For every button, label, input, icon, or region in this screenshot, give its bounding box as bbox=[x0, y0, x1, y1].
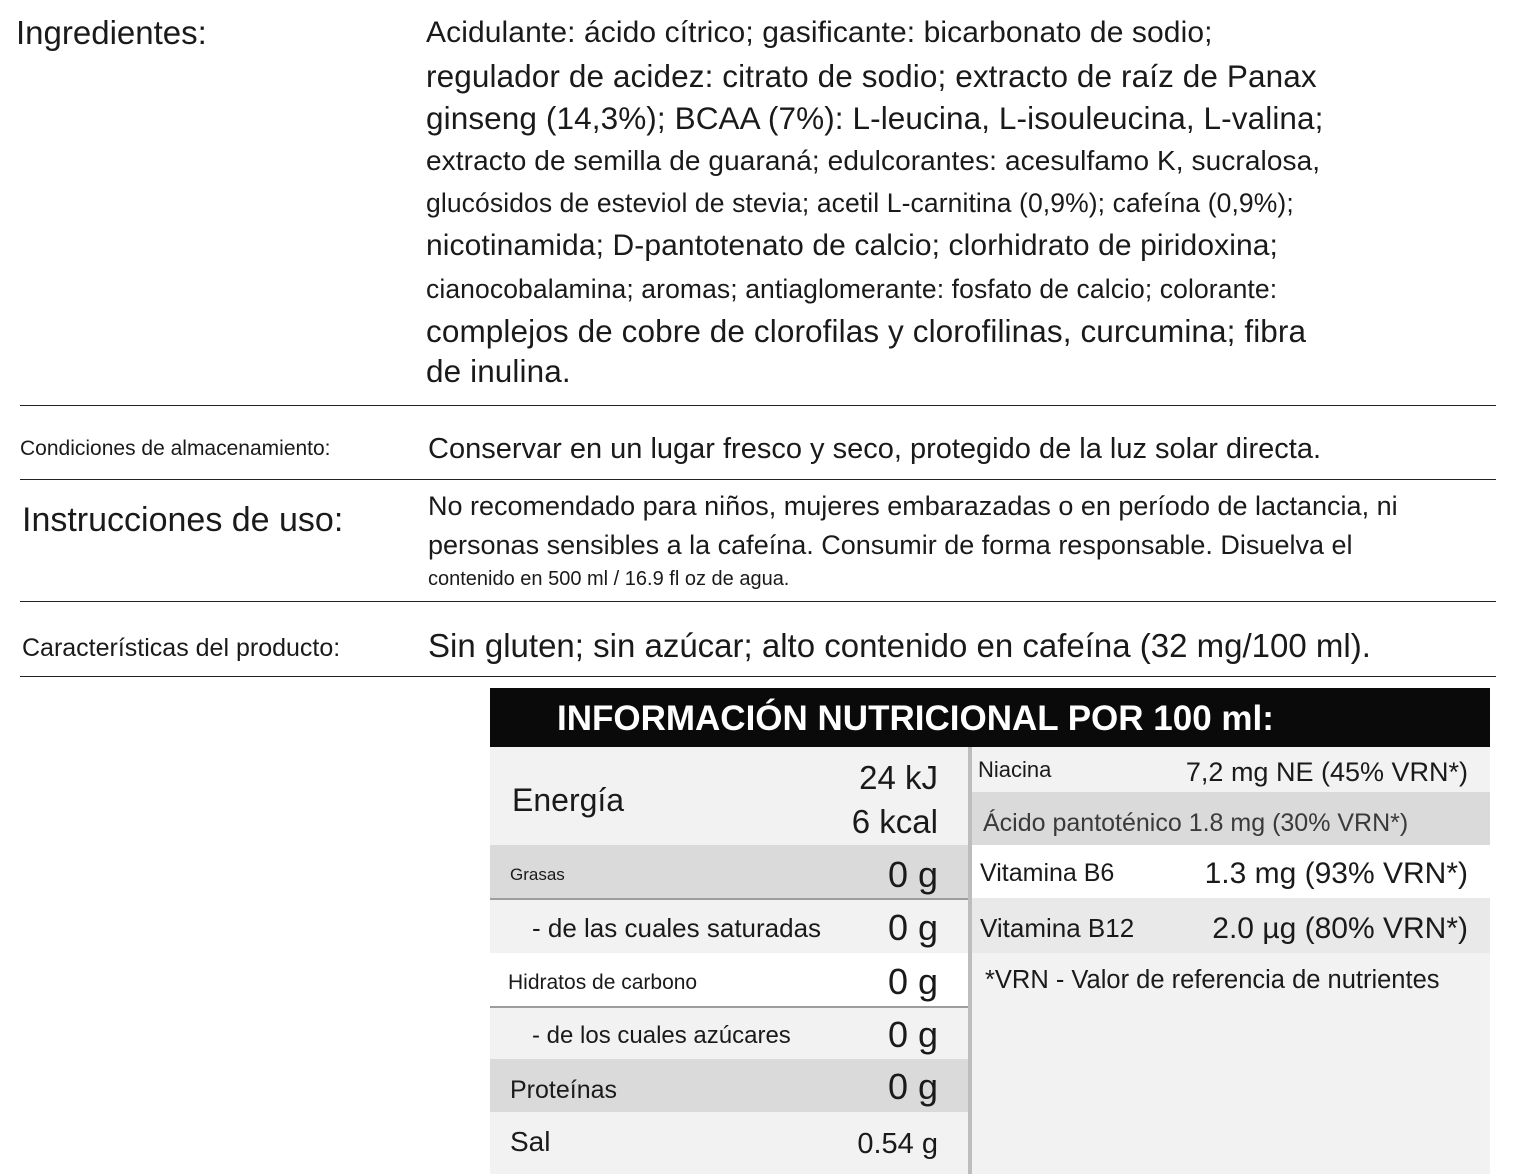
ingredients-line: ginseng (14,3%); BCAA (7%): L-leucina, L-isouleucina, L-valina; bbox=[426, 100, 1324, 137]
nutrient-name: Grasas bbox=[510, 865, 565, 884]
vitamin-name: Niacina bbox=[978, 757, 1052, 782]
vitamin-value: 7,2 mg NE (45% VRN*) bbox=[1185, 757, 1468, 787]
ingredients-line: cianocobalamina; aromas; antiaglomerante: fosfato de calcio; colorante: bbox=[426, 273, 1278, 304]
section-divider bbox=[20, 405, 1496, 406]
nutrient-value: 0 g bbox=[887, 907, 938, 948]
vitamin-name: Vitamina B12 bbox=[980, 913, 1135, 943]
nutrition-header bbox=[490, 688, 1490, 747]
nutrient-row bbox=[490, 900, 968, 953]
instructions-line: No recomendado para niños, mujeres embarazadas o en período de lactancia, ni bbox=[428, 491, 1398, 521]
ingredients-text bbox=[426, 12, 1501, 389]
ingredients-line: regulador de acidez: citrato de sodio; extracto de raíz de Panax bbox=[426, 57, 1317, 94]
vitamin-row bbox=[972, 792, 1490, 845]
ingredients-line: complejos de cobre de clorofilas y clorofilinas, curcumina; fibra bbox=[426, 313, 1307, 350]
nutrient-value: 0.54 g bbox=[857, 1128, 938, 1160]
instructions-line: contenido en 500 ml / 16.9 fl oz de agua. bbox=[428, 568, 790, 590]
characteristics-label: Características del producto: bbox=[22, 634, 341, 662]
nutrient-row bbox=[490, 953, 968, 1006]
nutrient-name: - de las cuales saturadas bbox=[532, 913, 822, 943]
ingredients-line: Acidulante: ácido cítrico; gasificante: bicarbonato de sodio; bbox=[426, 16, 1213, 49]
nutrient-row bbox=[490, 1112, 968, 1174]
energy-kcal: 6 kcal bbox=[851, 803, 938, 840]
vitamin-row bbox=[972, 898, 1490, 953]
ingredients-label: Ingredientes: bbox=[16, 14, 207, 51]
vrn-footnote: *VRN - Valor de referencia de nutrientes bbox=[985, 966, 1440, 994]
ingredients-line: glucósidos de esteviol de stevia; acetil L-carnitina (0,9%); cafeína (0,9%); bbox=[426, 188, 1294, 219]
storage-text: Conservar en un lugar fresco y seco, protegido de la luz solar directa. bbox=[428, 433, 1322, 465]
vitamin-row bbox=[972, 747, 1490, 792]
storage-label: Condiciones de almacenamiento: bbox=[20, 437, 331, 460]
nutrient-name: Sal bbox=[510, 1126, 551, 1157]
nutrient-value: 0 g bbox=[887, 1066, 938, 1107]
nutrition-panel bbox=[490, 688, 1490, 1174]
instructions-text bbox=[428, 487, 1503, 593]
energy-row bbox=[490, 747, 968, 845]
ingredients-line: extracto de semilla de guaraná; edulcorantes: acesulfamo K, sucralosa, bbox=[426, 144, 1321, 176]
vitamin-row bbox=[972, 845, 1490, 898]
vitamin-name: Ácido pantoténico 1.8 mg (30% VRN*) bbox=[983, 809, 1409, 837]
instructions-line: personas sensibles a la cafeína. Consumir de forma responsable. Disuelva el bbox=[428, 530, 1353, 560]
nutrient-name: Hidratos de carbono bbox=[508, 971, 698, 994]
ingredients-line: nicotinamida; D-pantotenato de calcio; clorhidrato de piridoxina; bbox=[426, 228, 1278, 262]
vitamin-name: Vitamina B6 bbox=[980, 859, 1115, 887]
nutrient-name: Proteínas bbox=[510, 1076, 618, 1104]
nutrient-value: 0 g bbox=[887, 1014, 938, 1055]
characteristics-text: Sin gluten; sin azúcar; alto contenido en cafeína (32 mg/100 ml). bbox=[428, 627, 1371, 664]
nutrient-row bbox=[490, 1059, 968, 1112]
nutrition-title: INFORMACIÓN NUTRICIONAL POR 100 ml: bbox=[557, 699, 1274, 738]
section-divider bbox=[20, 601, 1496, 602]
section-divider bbox=[20, 676, 1496, 677]
vitamin-value: 2.0 µg (80% VRN*) bbox=[1212, 912, 1468, 945]
energy-kj: 24 kJ bbox=[859, 759, 938, 796]
nutrient-row bbox=[490, 1008, 968, 1059]
vitamin-value: 1.3 mg (93% VRN*) bbox=[1204, 857, 1468, 890]
ingredients-line: de inulina. bbox=[426, 352, 571, 389]
footnote-area bbox=[972, 953, 1490, 1174]
nutrient-value: 0 g bbox=[887, 961, 938, 1002]
section-divider bbox=[20, 479, 1496, 480]
instructions-label: Instrucciones de uso: bbox=[22, 501, 344, 539]
nutrient-value: 0 g bbox=[887, 854, 938, 895]
energy-label: Energía bbox=[512, 782, 625, 818]
nutrient-name: - de los cuales azúcares bbox=[532, 1022, 791, 1049]
nutrient-row bbox=[490, 845, 968, 898]
